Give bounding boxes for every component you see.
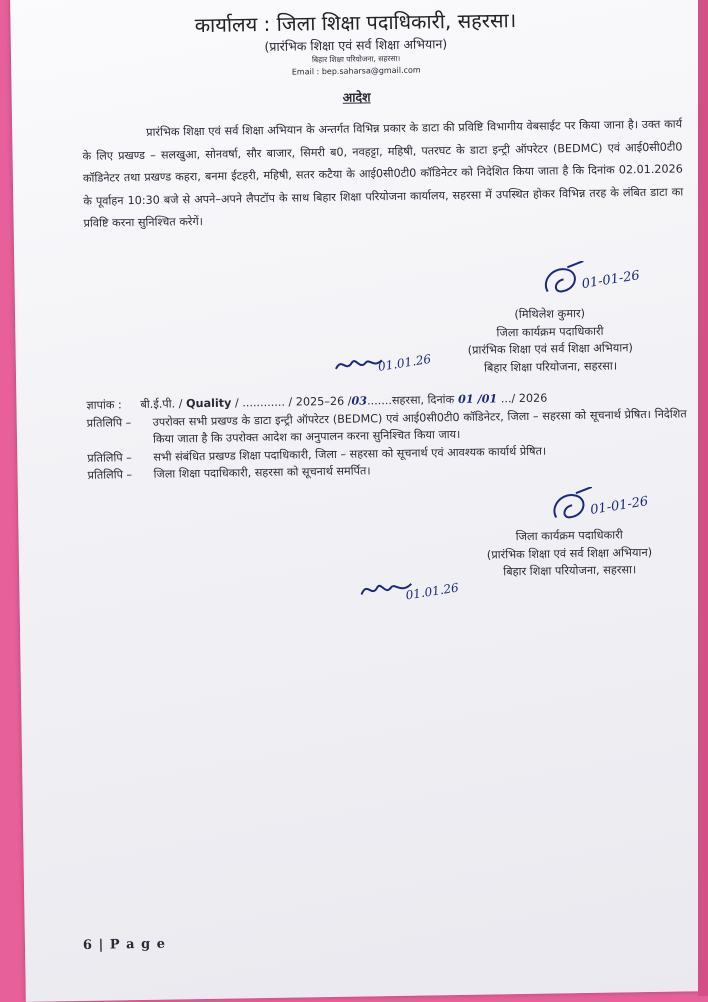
signatory-1-name: (मिथिलेश कुमार) — [514, 307, 586, 322]
background-edge — [698, 0, 708, 996]
signatory-2-department: (प्रारंभिक शिक्षा एवं सर्व शिक्षा अभियान) — [486, 545, 653, 562]
copy-text: उपरोक्त सभी प्रखण्ड के डाटा इन्ट्री ऑपरेटर (BEDMC) एवं आई0सी0टी0 कॉडिनेटर, जिला – सहरसा को सूचनार्थ प्रेषित। निदेशित किया जाता है कि उपरोक्त आदेश का अनुपालन करना सुनिश्चित किया जाय। — [152, 406, 687, 446]
signatory-1-office: बिहार शिक्षा परियोजना, सहरसा। — [483, 359, 618, 375]
copy-label: प्रतिलिपि – — [86, 415, 132, 430]
memo-date-day: 01 — [458, 391, 474, 407]
memo-ref-place: .......सहरसा, दिनांक — [366, 393, 455, 408]
signatory-1 — [467, 304, 633, 377]
initials-1-mark — [334, 354, 384, 375]
memo-date-year: / 2026 — [511, 391, 548, 406]
memo-reference-line: ज्ञापांक : बी.ई.पी. / Quality / ............ / 2025–26 / 03 .......सहरसा, दिनांक 01 / 01 ... / 2026 — [86, 387, 686, 414]
office-subtitle: (प्रारंभिक शिक्षा एवं सर्व शिक्षा अभियान) — [264, 36, 448, 55]
initials-1-date: 01.01.26 — [377, 351, 433, 374]
document-page — [10, 0, 708, 1002]
copy-label: प्रतिलिपि – — [87, 450, 132, 465]
memo-ref-year: 2025–26 / — [295, 394, 352, 409]
page-number: 6 | P a g e — [82, 936, 167, 953]
signature-1-date: 01-01-26 — [580, 268, 641, 293]
memo-ref-number: 03 — [351, 393, 368, 408]
signatory-1-designation: जिला कार्यक्रम पदाधिकारी — [496, 324, 604, 339]
initials-2-date: 01.01.26 — [404, 580, 460, 603]
order-heading: आदेश — [342, 89, 371, 105]
office-title: कार्यालय : जिला शिक्षा पदाधिकारी, सहरसा। — [194, 8, 517, 38]
memo-label: ज्ञापांक : — [86, 398, 122, 412]
project-name: बिहार शिक्षा परियोजना, सहरसा। — [311, 53, 401, 65]
memo-ref-prefix: बी.ई.पी. / — [140, 397, 183, 412]
copy-text: सभी संबंधित प्रखण्ड शिक्षा पदाधिकारी, जिला – सहरसा को सूचनार्थ एवं आवश्यक कार्यार्थ प्रेषित। — [153, 444, 547, 464]
copy-label: प्रतिलिपि – — [87, 468, 133, 482]
signatory-2 — [486, 526, 652, 581]
memo-ref-dots: / ............ / — [234, 395, 293, 410]
signature-2-date: 01-01-26 — [589, 494, 650, 518]
memo-ref-quality: Quality — [185, 396, 232, 411]
order-body: प्रारंभिक शिक्षा एवं सर्व शिक्षा अभियान के अन्तर्गत विभिन्न प्रकार के डाटा की प्रविष्टि विभागीय वेबसाईट पर किया जाना है। उक्त कार्य के लिए प्रखण्ड – सलखुआ, सोनवर्षा, सौर बाजार, सिमरी ब0, नवहट्टा, महिषी, पतरघट के डाटा इन्ट्री ऑपरेटर (BEDMC) एवं आई0सी0टी0 कॉडिनेटर तथा प्रखण्ड कहरा, बनमा ईटहरी, महिषी, सतर कटैया के आई0सी0टी0 कॉडिनेटर को निदेशित किया जाता है कि दिनांक 02.01.2026 के पूर्वाहन 10:30 बजे से अपने–अपने लैपटॉप के साथ बिहार शिक्षा परियोजना कार्यालय, सहरसा में उपस्थित होकर विभिन्न तरह के लंबित डाटा का प्रविष्टि करना सुनिश्चित करेगें। — [82, 117, 684, 231]
office-email: Email : bep.saharsa@gmail.com — [291, 65, 421, 77]
signatory-2-designation: जिला कार्यक्रम पदाधिकारी — [515, 528, 623, 544]
signatory-1-department: (प्रारंभिक शिक्षा एवं सर्व शिक्षा अभियान) — [467, 341, 633, 357]
memo-date-month: 01 — [481, 391, 498, 406]
signatory-2-office: बिहार शिक्षा परियोजना, सहरसा। — [503, 563, 637, 579]
memo-section — [86, 387, 687, 484]
copy-text: जिला शिक्षा पदाधिकारी, सहरसा को सूचनार्थ समर्पित। — [153, 464, 371, 481]
